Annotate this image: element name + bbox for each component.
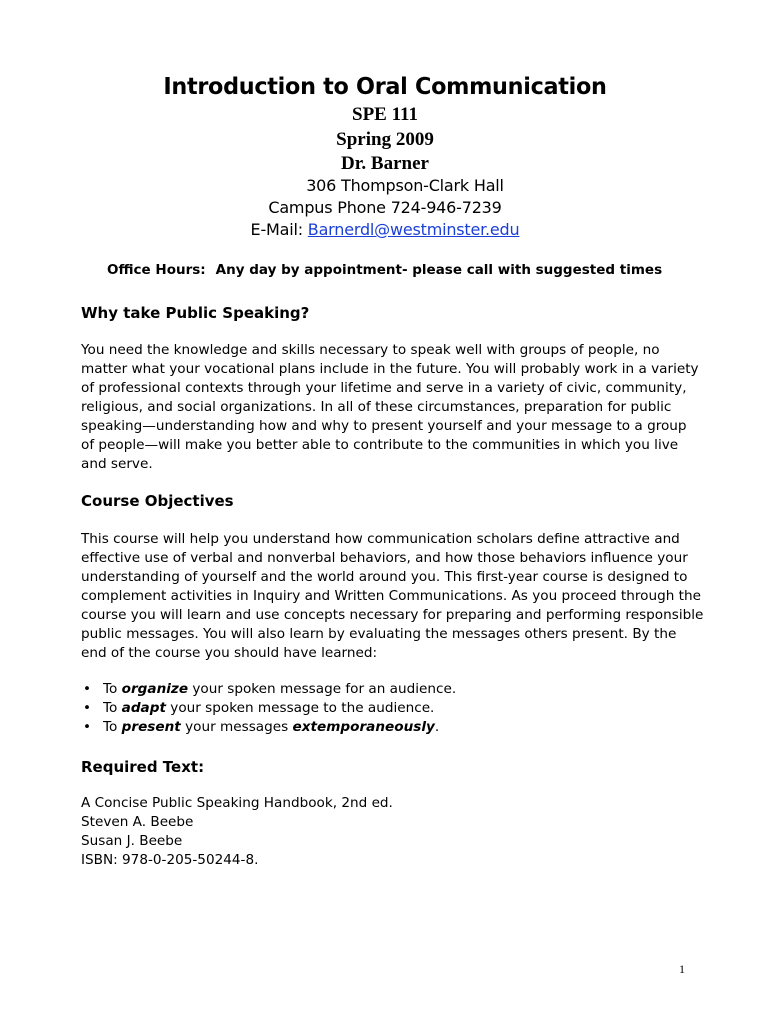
campus-phone: Campus Phone 724-946-7239 <box>268 198 502 217</box>
bullet-emphasis: present <box>121 719 181 735</box>
paragraph-line: matter what your vocational plans include in the future. You will probably work in a variety <box>81 361 699 377</box>
paragraph-line: speaking—understanding how and why to present yourself and your message to a group <box>81 418 687 434</box>
required-text-details <box>81 794 393 870</box>
objectives-paragraph <box>81 530 704 663</box>
office-hours-value: Any day by appointment- please call with suggested times <box>215 262 663 278</box>
email-line <box>0 220 770 239</box>
bullet-emphasis: adapt <box>121 700 166 716</box>
bullet-text: To <box>103 700 122 716</box>
bullet-text: To <box>103 719 122 735</box>
paragraph-line: This course will help you understand how communication scholars define attractive and <box>81 531 680 547</box>
office-hours <box>107 262 662 278</box>
paragraph-line: course you will learn and use concepts necessary for preparing and performing responsible <box>81 607 704 623</box>
book-author: Steven A. Beebe <box>81 814 194 830</box>
book-isbn: ISBN: 978-0-205-50244-8. <box>81 852 259 868</box>
paragraph-line: public messages. You will also learn by evaluating the messages others present. By the <box>81 626 677 642</box>
instructor-name: Dr. Barner <box>341 153 429 174</box>
why-heading: Why take Public Speaking? <box>81 304 310 322</box>
bullet-text: your spoken message for an audience. <box>188 681 457 697</box>
objectives-heading: Course Objectives <box>81 492 234 510</box>
paragraph-line: effective use of verbal and nonverbal behaviors, and how those behaviors influence your <box>81 550 688 566</box>
book-title: A Concise Public Speaking Handbook, 2nd ed. <box>81 795 393 811</box>
paragraph-line: complement activities in Inquiry and Written Communications. As you proceed through the <box>81 588 701 604</box>
email-link[interactable]: Barnerdl@westminster.edu <box>307 220 520 239</box>
office-hours-label: Office Hours: <box>107 262 206 278</box>
bullet-icon: • <box>83 700 92 716</box>
bullet-text: To <box>103 681 122 697</box>
why-paragraph <box>81 341 699 474</box>
paragraph-line: of professional contexts through your lifetime and serve in a variety of civic, community, <box>81 380 687 396</box>
email-label: E-Mail: <box>250 220 303 239</box>
page-number: 1 <box>679 962 685 976</box>
paragraph-line: end of the course you should have learned: <box>81 645 378 661</box>
office-address: 306 Thompson-Clark Hall <box>306 176 504 195</box>
paragraph-line: You need the knowledge and skills necessary to speak well with groups of people, no <box>81 342 660 358</box>
paragraph-line: religious, and social organizations. In all of these circumstances, preparation for public <box>81 399 672 415</box>
bullet-emphasis: extemporaneously <box>292 719 435 735</box>
bullet-icon: • <box>83 681 92 697</box>
paragraph-line: understanding of yourself and the world around you. This first-year course is designed to <box>81 569 688 585</box>
course-code: SPE 111 <box>352 104 418 125</box>
paragraph-line: of people—will make you better able to contribute to the communities in which you live <box>81 437 679 453</box>
bullet-text: . <box>434 719 440 735</box>
document-title: Introduction to Oral Communication <box>163 74 607 100</box>
book-author: Susan J. Beebe <box>81 833 183 849</box>
bullet-text: your spoken message to the audience. <box>165 700 435 716</box>
required-text-heading: Required Text: <box>81 758 205 776</box>
paragraph-line: and serve. <box>81 456 153 472</box>
bullet-icon: • <box>83 719 92 735</box>
bullet-text: your messages <box>180 719 293 735</box>
bullet-emphasis: organize <box>121 681 189 697</box>
course-term: Spring 2009 <box>336 129 434 150</box>
